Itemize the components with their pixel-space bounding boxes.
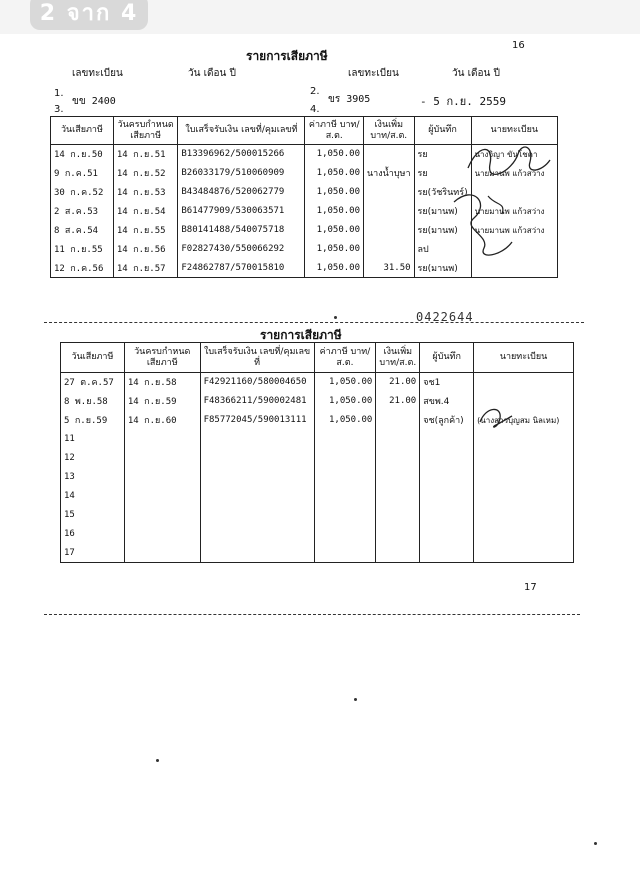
- cell-registrar: [474, 487, 574, 506]
- bottom-cut-line: [44, 614, 580, 615]
- cell-paid: 5 ก.ย.59: [61, 411, 125, 430]
- cut-line: [44, 322, 584, 323]
- cell-receipt: [200, 468, 314, 487]
- speck: [594, 842, 597, 845]
- cell-receipt: F02827430/550066292: [178, 240, 305, 259]
- cell-receipt: B13396962/500015266: [178, 145, 305, 164]
- cell-paid: 30 ก.ค.52: [51, 183, 114, 202]
- cell-due: 14 ก.ย.60: [124, 411, 200, 430]
- cell-tax: [314, 468, 376, 487]
- cell-registrar: (นางสาวบุญสม นิลเหม): [474, 411, 574, 430]
- cell-due: 14 ก.ย.56: [113, 240, 177, 259]
- table-row: [61, 449, 574, 468]
- cell-due: 14 ก.ย.51: [113, 145, 177, 164]
- col2-recorder: ผู้บันทึก: [420, 343, 474, 373]
- cell-paid: 15: [61, 506, 125, 525]
- col2-due-date: วันครบกำหนด เสียภาษี: [124, 343, 200, 373]
- cell-recorder: รย(มานพ): [414, 202, 471, 221]
- col-recorder: ผู้บันทึก: [414, 117, 471, 145]
- cell-tax: [314, 525, 376, 544]
- cell-paid: 11: [61, 430, 125, 449]
- cell-due: 14 ก.ย.57: [113, 259, 177, 278]
- cell-registrar: [474, 468, 574, 487]
- cell-extra: [376, 411, 420, 430]
- table-row: [61, 487, 574, 506]
- speck: [156, 759, 159, 762]
- cell-extra: [376, 544, 420, 563]
- header-date-label-1: วัน เดือน ปี: [188, 68, 236, 79]
- tax-table-2: [60, 342, 574, 563]
- col-paid-date: วันเสียภาษี: [51, 117, 114, 145]
- cell-receipt: F48366211/590002481: [200, 392, 314, 411]
- cell-tax: 1,050.00: [314, 373, 376, 392]
- col2-registrar: นายทะเบียน: [474, 343, 574, 373]
- col-tax: ค่าภาษี บาท/ส.ต.: [305, 117, 364, 145]
- cell-recorder: ลป: [414, 240, 471, 259]
- cell-paid: 2 ส.ค.53: [51, 202, 114, 221]
- cell-due: 14 ก.ย.54: [113, 202, 177, 221]
- cell-receipt: [200, 506, 314, 525]
- table-row: [61, 544, 574, 563]
- cell-paid: 13: [61, 468, 125, 487]
- cell-extra: [364, 202, 415, 221]
- cell-paid: 12: [61, 449, 125, 468]
- cell-due: [124, 430, 200, 449]
- section-title-2: รายการเสียภาษี: [260, 328, 342, 342]
- cell-due: 14 ก.ย.52: [113, 164, 177, 183]
- cell-tax: 1,050.00: [305, 145, 364, 164]
- cell-extra: [364, 183, 415, 202]
- document-page: [24, 34, 616, 880]
- cell-tax: 1,050.00: [305, 202, 364, 221]
- cell-extra: [364, 145, 415, 164]
- entry-reg-1: ขข 2400: [72, 96, 116, 107]
- cell-tax: 1,050.00: [314, 411, 376, 430]
- entry-num-1: 1.: [54, 88, 64, 99]
- cell-extra: นางน้ำบุษา: [364, 164, 415, 183]
- cell-tax: 1,050.00: [305, 240, 364, 259]
- cell-recorder: [420, 468, 474, 487]
- cell-extra: [376, 487, 420, 506]
- col-extra: เงินเพิ่ม บาท/ส.ต.: [364, 117, 415, 145]
- cell-recorder: รย: [414, 164, 471, 183]
- cell-registrar: [474, 430, 574, 449]
- cell-recorder: [420, 525, 474, 544]
- cell-registrar: นายมานพ แก้วสว่าง: [471, 221, 557, 240]
- cell-due: [124, 506, 200, 525]
- col-due-date: วันครบกำหนด เสียภาษี: [113, 117, 177, 145]
- cell-receipt: [200, 525, 314, 544]
- cell-extra: [376, 506, 420, 525]
- cell-registrar: [474, 525, 574, 544]
- cell-extra: [376, 525, 420, 544]
- cell-recorder: [420, 506, 474, 525]
- cell-paid: 9 ก.ค.51: [51, 164, 114, 183]
- cell-tax: 1,050.00: [305, 221, 364, 240]
- cell-recorder: รย(มานพ): [414, 259, 471, 278]
- cell-receipt: [200, 487, 314, 506]
- cell-paid: 12 ก.ค.56: [51, 259, 114, 278]
- cell-due: [124, 487, 200, 506]
- section-title-1: รายการเสียภาษี: [246, 49, 328, 63]
- cell-registrar: [474, 373, 574, 392]
- col2-extra: เงินเพิ่ม บาท/ส.ต.: [376, 343, 420, 373]
- entry-num-2: 2.: [310, 86, 320, 97]
- cell-recorder: รย: [414, 145, 471, 164]
- cell-tax: [314, 544, 376, 563]
- cell-registrar: นายมานพ แก้วสว่าง: [471, 164, 557, 183]
- registrar-signature-1: [464, 138, 554, 180]
- col-registrar: นายทะเบียน: [471, 117, 557, 145]
- cell-receipt: F42921160/580004650: [200, 373, 314, 392]
- speck: [334, 316, 337, 319]
- cell-receipt: B43484876/520062779: [178, 183, 305, 202]
- cell-tax: [314, 487, 376, 506]
- stamp-number: 0422644: [416, 310, 474, 324]
- cell-tax: [314, 449, 376, 468]
- cell-registrar: นายมานพ แก้วสว่าง: [471, 202, 557, 221]
- cell-extra: 21.00: [376, 392, 420, 411]
- header-date-label-2: วัน เดือน ปี: [452, 68, 500, 79]
- cell-due: 14 ก.ย.58: [124, 373, 200, 392]
- table-row: [61, 506, 574, 525]
- speck: [354, 698, 357, 701]
- cell-registrar: [474, 506, 574, 525]
- cell-due: 14 ก.ย.59: [124, 392, 200, 411]
- cell-extra: 21.00: [376, 373, 420, 392]
- cell-due: [124, 525, 200, 544]
- cell-receipt: F85772045/590013111: [200, 411, 314, 430]
- cell-due: [124, 468, 200, 487]
- cell-paid: 14: [61, 487, 125, 506]
- cell-paid: 11 ก.ย.55: [51, 240, 114, 259]
- page-number-top: 16: [512, 40, 525, 51]
- col-receipt: ใบเสร็จรับเงิน เลขที่/คุมเลขที่: [178, 117, 305, 145]
- cell-tax: 1,050.00: [314, 392, 376, 411]
- cell-extra: [364, 221, 415, 240]
- cell-tax: 1,050.00: [305, 164, 364, 183]
- cell-paid: 8 พ.ย.58: [61, 392, 125, 411]
- entry-num-4: 4.: [310, 104, 320, 115]
- table-row: [61, 525, 574, 544]
- cell-recorder: รย(วัชรินทร์): [414, 183, 471, 202]
- viewer-toolbar: [0, 0, 640, 34]
- cell-recorder: [420, 487, 474, 506]
- cell-registrar: นางจิญา ขันโชคา: [471, 145, 557, 164]
- header-reg-label-1: เลขทะเบียน: [72, 68, 123, 79]
- cell-recorder: [420, 430, 474, 449]
- col2-tax: ค่าภาษี บาท/ส.ต.: [314, 343, 376, 373]
- cell-recorder: จช(ลูกค้า): [420, 411, 474, 430]
- cell-recorder: จช1: [420, 373, 474, 392]
- cell-receipt: [200, 544, 314, 563]
- cell-recorder: [420, 449, 474, 468]
- cell-extra: 31.50: [364, 259, 415, 278]
- cell-extra: [364, 240, 415, 259]
- cell-extra: [376, 468, 420, 487]
- cell-receipt: B26033179/510060909: [178, 164, 305, 183]
- cell-due: [124, 449, 200, 468]
- cell-receipt: F24862787/570015810: [178, 259, 305, 278]
- cell-registrar: [474, 449, 574, 468]
- cell-paid: 16: [61, 525, 125, 544]
- cell-extra: [376, 449, 420, 468]
- cell-recorder: สขพ.4: [420, 392, 474, 411]
- cell-extra: [376, 430, 420, 449]
- cell-receipt: [200, 449, 314, 468]
- header-reg-label-2: เลขทะเบียน: [348, 68, 399, 79]
- table-row: [61, 468, 574, 487]
- col2-receipt: ใบเสร็จรับเงิน เลขที่/คุมเลขที่: [200, 343, 314, 373]
- cell-tax: [314, 430, 376, 449]
- cell-receipt: [200, 430, 314, 449]
- entry-num-3: 3.: [54, 104, 64, 115]
- cell-paid: 14 ก.ย.50: [51, 145, 114, 164]
- cell-due: 14 ก.ย.55: [113, 221, 177, 240]
- cell-receipt: B80141488/540075718: [178, 221, 305, 240]
- page-number-bottom: 17: [524, 582, 537, 593]
- cell-recorder: รย(มานพ): [414, 221, 471, 240]
- cell-registrar: [474, 544, 574, 563]
- col2-paid-date: วันเสียภาษี: [61, 343, 125, 373]
- cell-tax: [314, 506, 376, 525]
- entry-reg-2: ขร 3905: [328, 94, 371, 105]
- table-row: [61, 373, 574, 392]
- cell-tax: 1,050.00: [305, 183, 364, 202]
- cell-paid: 27 ต.ค.57: [61, 373, 125, 392]
- cell-due: 14 ก.ย.53: [113, 183, 177, 202]
- table-row: [61, 430, 574, 449]
- registrar-signature-2: [444, 184, 524, 264]
- cell-recorder: [420, 544, 474, 563]
- cell-receipt: B61477909/530063571: [178, 202, 305, 221]
- registrar-signature-3: [476, 404, 516, 430]
- cell-tax: 1,050.00: [305, 259, 364, 278]
- cell-paid: 17: [61, 544, 125, 563]
- cell-due: [124, 544, 200, 563]
- cell-paid: 8 ส.ค.54: [51, 221, 114, 240]
- page-indicator[interactable]: 2 จาก 4: [30, 0, 148, 30]
- entry-date-2: - 5 ก.ย. 2559: [420, 95, 506, 108]
